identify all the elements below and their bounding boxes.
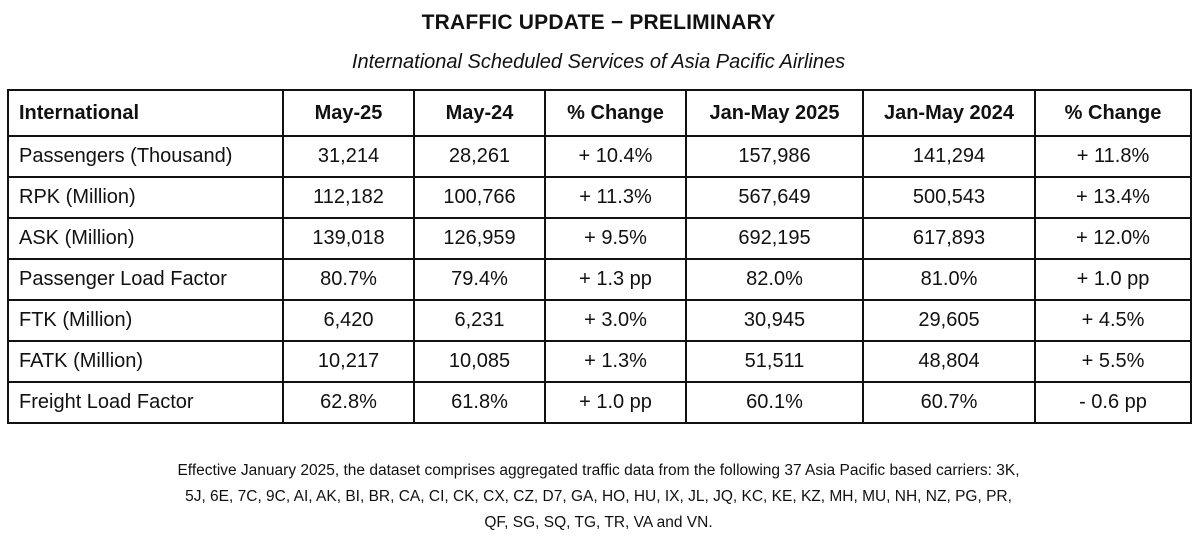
table-cell: 567,649 xyxy=(686,177,863,218)
table-cell: 100,766 xyxy=(414,177,545,218)
row-label: Freight Load Factor xyxy=(8,382,283,423)
table-cell: 617,893 xyxy=(863,218,1035,259)
table-row xyxy=(8,382,1191,423)
report-subtitle: International Scheduled Services of Asia Pacific Airlines xyxy=(351,51,846,73)
table-row xyxy=(8,177,1191,218)
table-row xyxy=(8,341,1191,382)
table-cell: 157,986 xyxy=(686,136,863,177)
traffic-table xyxy=(7,89,1192,424)
row-label: RPK (Million) xyxy=(8,177,283,218)
table-cell: 31,214 xyxy=(283,136,414,177)
table-cell: 79.4% xyxy=(414,259,545,300)
table-cell: 60.1% xyxy=(686,382,863,423)
table-cell: + 13.4% xyxy=(1035,177,1191,218)
table-cell: 139,018 xyxy=(283,218,414,259)
table-cell: 141,294 xyxy=(863,136,1035,177)
table-cell: 29,605 xyxy=(863,300,1035,341)
table-cell: + 3.0% xyxy=(545,300,686,341)
table-row xyxy=(8,218,1191,259)
row-label: FATK (Million) xyxy=(8,341,283,382)
table-cell: 126,959 xyxy=(414,218,545,259)
row-label: Passenger Load Factor xyxy=(8,259,283,300)
table-cell: 60.7% xyxy=(863,382,1035,423)
table-cell: 48,804 xyxy=(863,341,1035,382)
table-cell: + 12.0% xyxy=(1035,218,1191,259)
table-cell: 10,217 xyxy=(283,341,414,382)
table-cell: + 4.5% xyxy=(1035,300,1191,341)
column-header: May-25 xyxy=(283,90,414,136)
footnote-line: 5J, 6E, 7C, 9C, AI, AK, BI, BR, CA, CI, CK, CX, CZ, D7, GA, HO, HU, IX, JL, JQ, KC, KE, KZ, MH, MU, NH, NZ, PG, PR, xyxy=(185,488,1012,505)
row-label: ASK (Million) xyxy=(8,218,283,259)
table-cell: + 1.3 pp xyxy=(545,259,686,300)
table-row xyxy=(8,136,1191,177)
row-label: FTK (Million) xyxy=(8,300,283,341)
table-cell: 10,085 xyxy=(414,341,545,382)
table-cell: + 1.0 pp xyxy=(1035,259,1191,300)
table-cell: 81.0% xyxy=(863,259,1035,300)
table-cell: + 10.4% xyxy=(545,136,686,177)
table-cell: + 5.5% xyxy=(1035,341,1191,382)
table-header-row xyxy=(8,90,1191,136)
table-cell: 6,420 xyxy=(283,300,414,341)
table-cell: 61.8% xyxy=(414,382,545,423)
column-header: Jan-May 2024 xyxy=(863,90,1035,136)
table-row xyxy=(8,259,1191,300)
table-row xyxy=(8,300,1191,341)
table-cell: 80.7% xyxy=(283,259,414,300)
column-header: May-24 xyxy=(414,90,545,136)
report-title: TRAFFIC UPDATE − PRELIMINARY xyxy=(421,11,776,34)
carrier-footnote xyxy=(40,458,1157,536)
table-cell: 62.8% xyxy=(283,382,414,423)
table-cell: + 9.5% xyxy=(545,218,686,259)
column-header: % Change xyxy=(1035,90,1191,136)
table-cell: 30,945 xyxy=(686,300,863,341)
table-cell: 112,182 xyxy=(283,177,414,218)
table-cell: 82.0% xyxy=(686,259,863,300)
table-cell: + 11.3% xyxy=(545,177,686,218)
table-cell: 500,543 xyxy=(863,177,1035,218)
footnote-line: Effective January 2025, the dataset comprises aggregated traffic data from the following 37 Asia Pacific based carriers: 3K, xyxy=(177,462,1020,479)
table-cell: 28,261 xyxy=(414,136,545,177)
column-header: Jan-May 2025 xyxy=(686,90,863,136)
table-cell: 6,231 xyxy=(414,300,545,341)
column-header: International xyxy=(8,90,283,136)
table-cell: + 1.0 pp xyxy=(545,382,686,423)
table-cell: 692,195 xyxy=(686,218,863,259)
table-cell: + 11.8% xyxy=(1035,136,1191,177)
footnote-line: QF, SG, SQ, TG, TR, VA and VN. xyxy=(484,514,713,531)
row-label: Passengers (Thousand) xyxy=(8,136,283,177)
table-cell: 51,511 xyxy=(686,341,863,382)
table-cell: + 1.3% xyxy=(545,341,686,382)
column-header: % Change xyxy=(545,90,686,136)
table-cell: - 0.6 pp xyxy=(1035,382,1191,423)
